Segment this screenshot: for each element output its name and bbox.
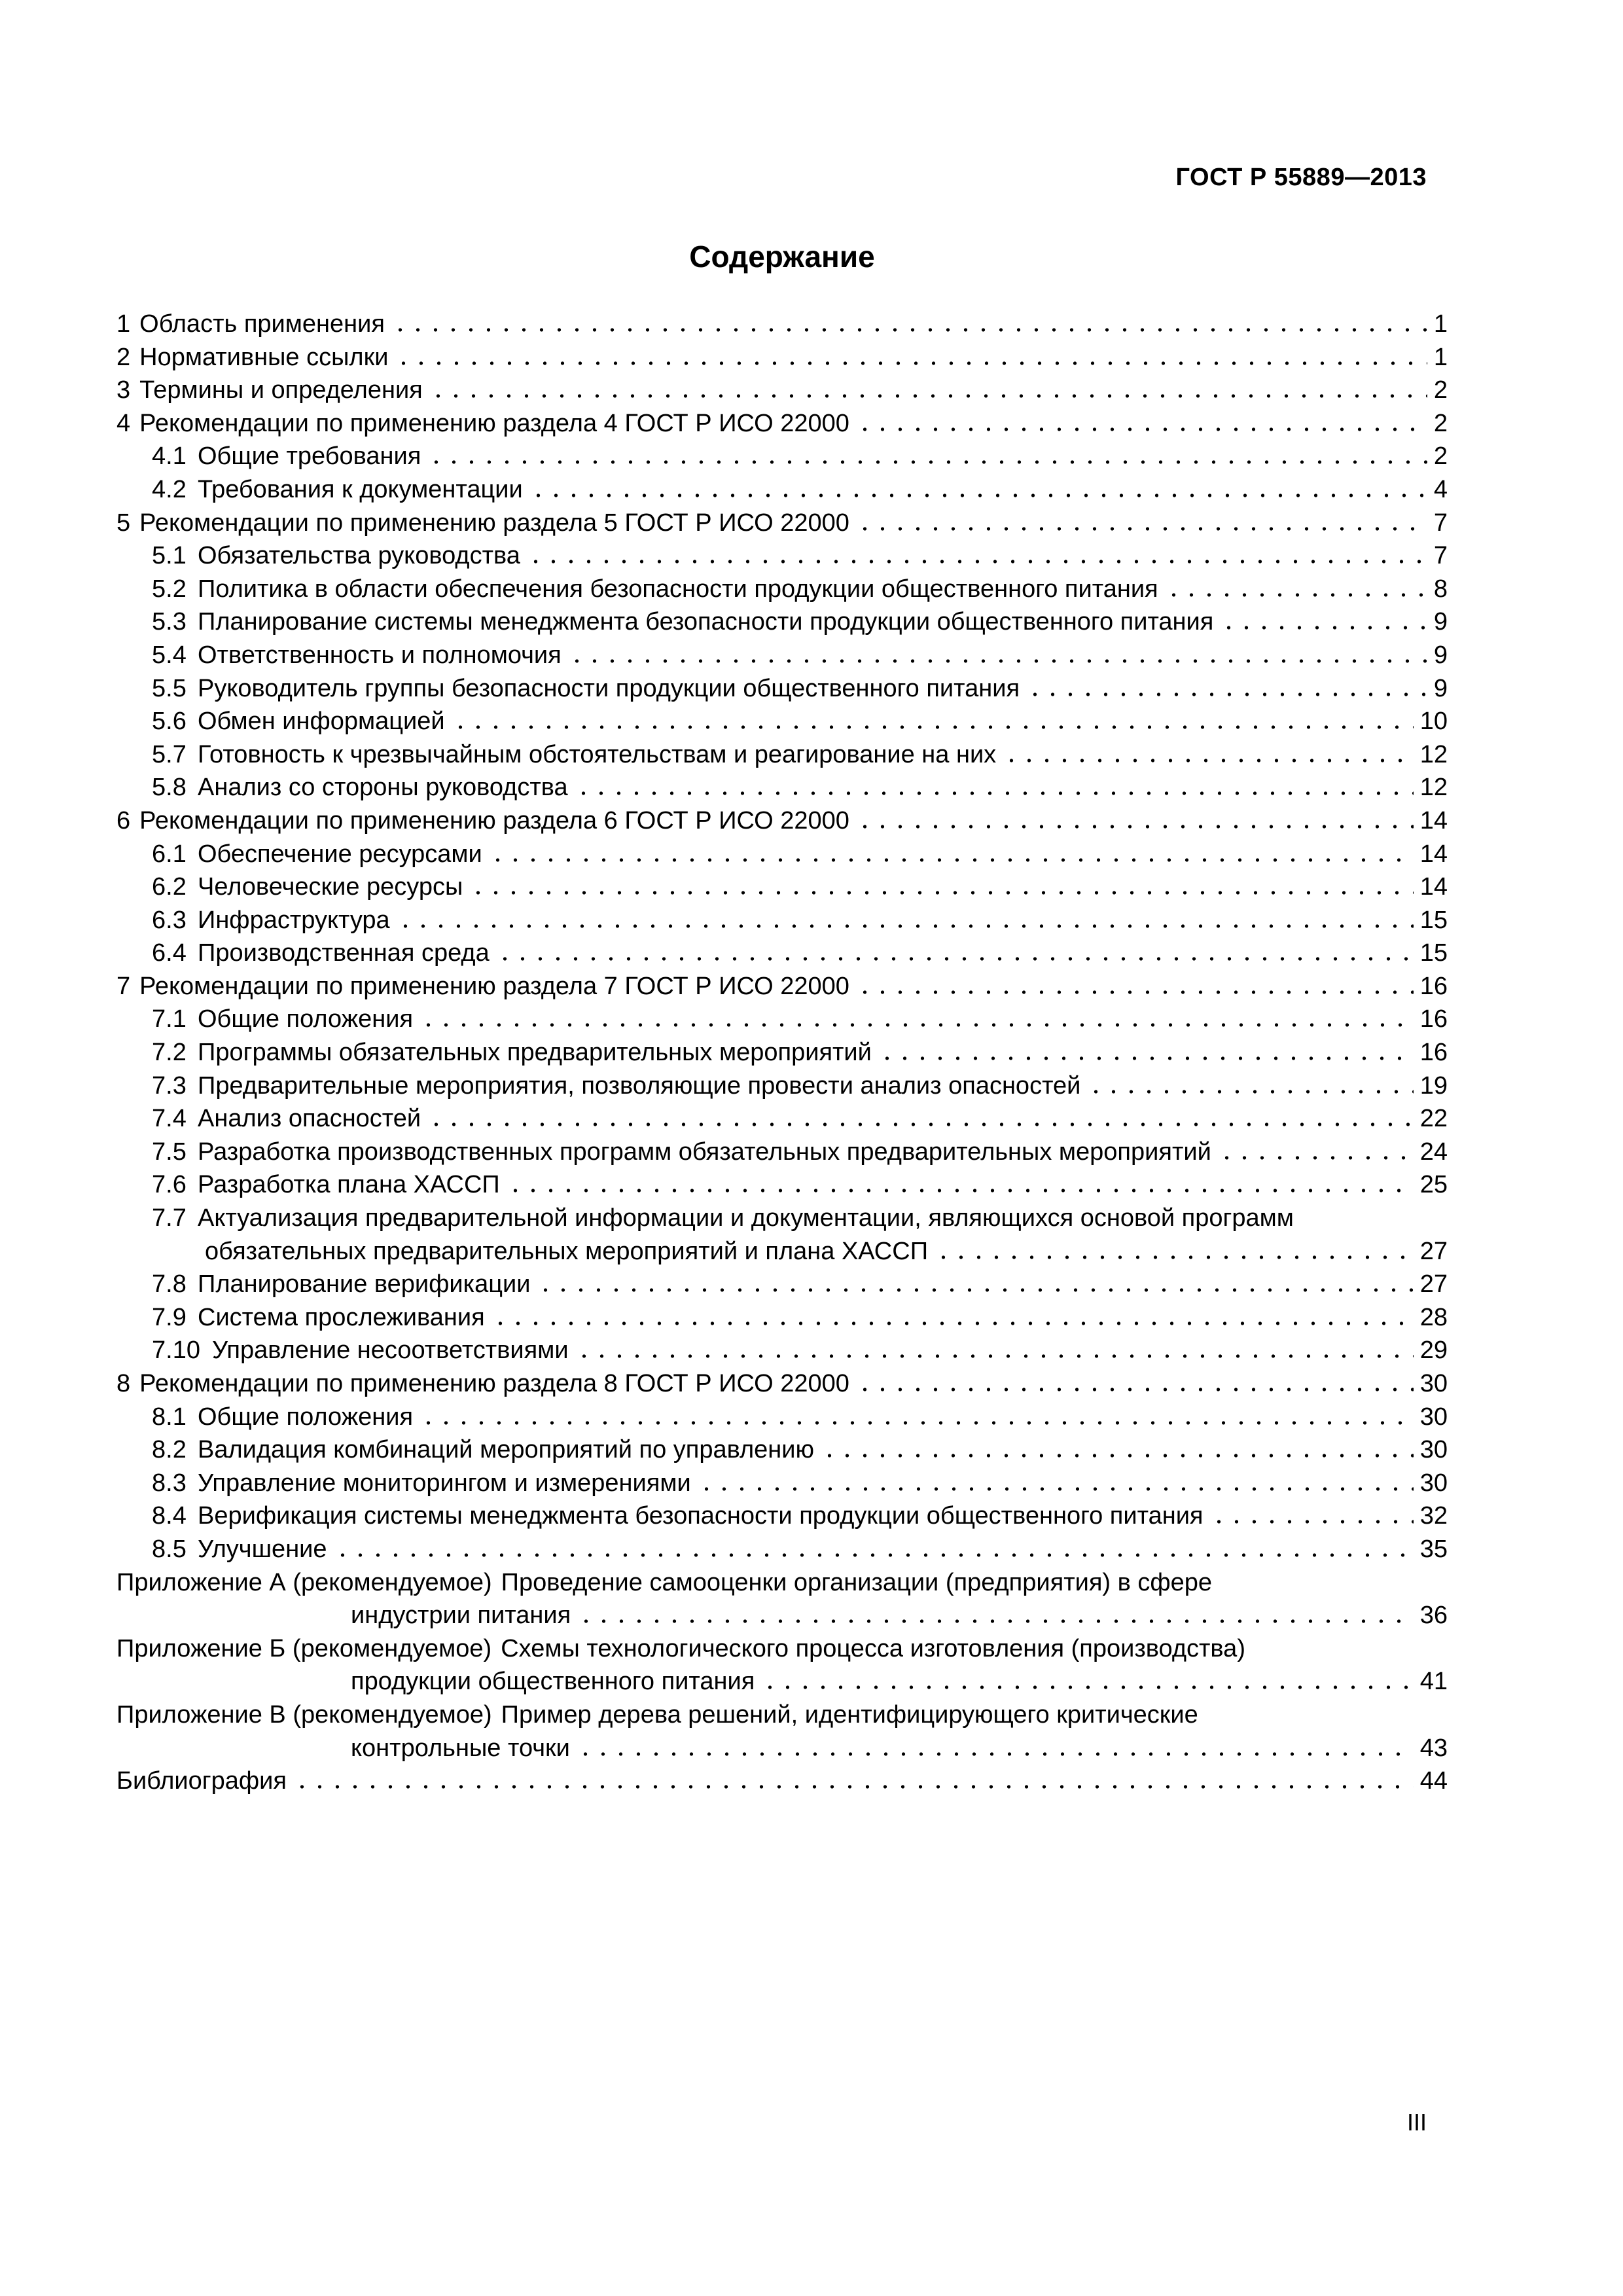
toc-entry-page: 44	[1419, 1767, 1448, 1795]
toc-entry-page: 2	[1433, 442, 1448, 471]
toc-entry-title-continuation: обязательных предварительных мероприятий и плана ХАССП	[205, 1237, 929, 1265]
appendix-title: Проведение самооценки организации (предприятия) в сфере	[501, 1568, 1213, 1596]
toc-entry-number: 5.7	[152, 740, 187, 768]
toc-entry-title: Планирование системы менеджмента безопасности продукции общественного питания	[198, 608, 1214, 636]
toc-entry-title: Рекомендации по применению раздела 8 ГОСТ Р ИСО 22000	[139, 1370, 849, 1397]
toc-entry-title: Улучшение	[198, 1535, 327, 1563]
leader-dots	[419, 1023, 1414, 1027]
toc-entry-title: Обеспечение ресурсами	[198, 840, 482, 868]
toc-subentry[interactable]	[116, 1003, 1448, 1036]
toc-entry-title: Производственная среда	[198, 939, 490, 967]
toc-entry-page: 24	[1419, 1138, 1448, 1166]
toc-subentry[interactable]	[116, 639, 1448, 672]
toc-entry-title: Рекомендации по применению раздела 6 ГОСТ Р ИСО 22000	[139, 806, 849, 834]
toc-subentry[interactable]	[116, 937, 1448, 970]
toc-entry-page: 43	[1419, 1734, 1448, 1762]
toc-entry-page: 8	[1433, 575, 1448, 603]
document-code: ГОСТ Р 55889—2013	[1175, 164, 1427, 191]
toc-subentry[interactable]	[116, 705, 1448, 738]
toc-entry-title: Ответственность и полномочия	[198, 641, 562, 669]
toc-entry-number: 5.5	[152, 674, 187, 702]
leader-dots	[1087, 1090, 1413, 1094]
toc-subentry[interactable]	[116, 473, 1448, 507]
toc-entry-title: Рекомендации по применению раздела 5 ГОСТ Р ИСО 22000	[139, 509, 849, 537]
toc-subentry[interactable]	[116, 771, 1448, 804]
toc-entry-title: Нормативные ссылки	[139, 343, 389, 371]
toc-entry-number: 8.2	[152, 1436, 187, 1464]
leader-dots	[469, 891, 1413, 895]
toc-entry-title: Анализ опасностей	[198, 1105, 421, 1133]
toc-entry[interactable]	[116, 374, 1448, 407]
appendix-title: Пример дерева решений, идентифицирующего критические	[501, 1700, 1198, 1729]
toc-entry-page: 30	[1419, 1469, 1448, 1497]
table-of-contents	[116, 308, 1448, 1798]
leader-dots	[427, 1122, 1414, 1126]
toc-bibliography[interactable]	[116, 1765, 1448, 1798]
toc-subentry[interactable]	[116, 1334, 1448, 1367]
toc-entry-page: 2	[1433, 409, 1448, 437]
toc-subentry[interactable]	[116, 1467, 1448, 1500]
toc-entry-title: Планирование верификации	[198, 1270, 531, 1299]
leader-dots	[856, 825, 1414, 829]
leader-dots	[527, 560, 1427, 564]
toc-entry-page: 1	[1433, 310, 1448, 338]
page-number: III	[1406, 2109, 1427, 2136]
leader-dots	[1026, 692, 1427, 696]
toc-entry-title: Валидация комбинаций мероприятий по управлению	[198, 1436, 814, 1464]
toc-entry-number: 6.1	[152, 840, 187, 868]
leader-dots	[419, 1421, 1414, 1425]
toc-entry-title: Термины и определения	[139, 376, 423, 404]
toc-entry-title: Обмен информацией	[198, 708, 445, 736]
toc-entry-number: 6.4	[152, 939, 187, 967]
toc-entry-number: 1	[116, 310, 131, 338]
toc-entry-number: 5.8	[152, 774, 187, 802]
toc-appendix[interactable]	[116, 1632, 1448, 1666]
appendix-title: Схемы технологического процесса изготовления (производства)	[501, 1634, 1245, 1662]
toc-entry-number: 4.2	[152, 475, 187, 503]
leader-dots	[1210, 1520, 1414, 1524]
toc-appendix-continuation[interactable]	[116, 1665, 1448, 1698]
toc-entry-page: 16	[1419, 1039, 1448, 1067]
toc-entry-number: 7	[116, 972, 131, 1000]
toc-entry-page: 4	[1433, 475, 1448, 503]
toc-subentry[interactable]	[116, 1433, 1448, 1467]
toc-entry-title: Анализ со стороны руководства	[198, 774, 568, 802]
toc-entry-page: 27	[1419, 1237, 1448, 1265]
toc-entry-page: 14	[1419, 806, 1448, 834]
toc-entry-page: 15	[1419, 906, 1448, 934]
leader-dots	[878, 1056, 1414, 1060]
toc-entry-title: Готовность к чрезвычайным обстоятельствам и реагирование на них	[198, 740, 997, 768]
toc-entry-page: 12	[1419, 740, 1448, 768]
toc-entry-title: Область применения	[139, 310, 385, 338]
toc-subentry[interactable]	[116, 440, 1448, 473]
toc-subentry[interactable]	[116, 605, 1448, 639]
leader-dots	[577, 1752, 1414, 1756]
toc-entry-page: 30	[1419, 1403, 1448, 1431]
leader-dots	[496, 957, 1414, 961]
toc-entry-page: 30	[1419, 1436, 1448, 1464]
toc-entry-number: 7.7	[152, 1204, 187, 1232]
toc-entry-number: 5.2	[152, 575, 187, 603]
leader-dots	[821, 1454, 1414, 1458]
toc-entry-number: 5.4	[152, 641, 187, 669]
toc-entry-title: Система прослеживания	[198, 1303, 485, 1331]
leader-dots	[856, 427, 1427, 431]
toc-entry-number: 4	[116, 409, 131, 437]
toc-entry-title: Требования к документации	[198, 475, 523, 503]
toc-entry-number: 7.4	[152, 1105, 187, 1133]
toc-entry[interactable]	[116, 1367, 1448, 1401]
toc-entry-number: 7.9	[152, 1303, 187, 1331]
leader-dots	[429, 394, 1427, 398]
leader-dots	[391, 328, 1427, 332]
leader-dots	[397, 924, 1414, 928]
toc-entry-number: 7.5	[152, 1138, 187, 1166]
toc-entry-page: 10	[1419, 708, 1448, 736]
toc-entry-number: 7.6	[152, 1171, 187, 1199]
toc-entry-number: 8	[116, 1370, 131, 1397]
leader-dots	[1218, 1156, 1414, 1160]
toc-entry-page: 32	[1419, 1502, 1448, 1530]
toc-entry-title: Общие требования	[198, 442, 421, 471]
toc-entry-number: 6	[116, 806, 131, 834]
toc-entry-number: 7.10	[152, 1336, 200, 1365]
toc-entry-title: Управление мониторингом и измерениями	[198, 1469, 691, 1497]
leader-dots	[334, 1553, 1414, 1557]
leader-dots	[1220, 626, 1427, 630]
toc-entry-page: 25	[1419, 1171, 1448, 1199]
toc-subentry[interactable]	[116, 1069, 1448, 1103]
leader-dots	[1165, 593, 1427, 597]
toc-entry-page: 12	[1419, 774, 1448, 802]
toc-entry-number: 5.6	[152, 708, 187, 736]
leader-dots	[935, 1255, 1414, 1259]
toc-entry-page: 16	[1419, 972, 1448, 1000]
appendix-title-continuation: индустрии питания	[351, 1602, 571, 1630]
toc-entry-title: Управление несоответствиями	[212, 1336, 569, 1365]
leader-dots	[293, 1785, 1414, 1789]
toc-entry-page: 1	[1433, 343, 1448, 371]
toc-entry[interactable]	[116, 970, 1448, 1003]
toc-entry-title: Разработка производственных программ обязательных предварительных мероприятий	[198, 1138, 1211, 1166]
toc-appendix-continuation[interactable]	[116, 1599, 1448, 1632]
appendix-title-continuation: контрольные точки	[351, 1734, 570, 1762]
toc-appendix-continuation[interactable]	[116, 1732, 1448, 1765]
toc-entry-number: 3	[116, 376, 131, 404]
toc-entry-title: Политика в области обеспечения безопасности продукции общественного питания	[198, 575, 1158, 603]
toc-subentry[interactable]	[116, 1168, 1448, 1202]
toc-entry-page: 2	[1433, 376, 1448, 404]
leader-dots	[856, 990, 1414, 994]
leader-dots	[529, 493, 1427, 497]
toc-entry-page: 22	[1419, 1105, 1448, 1133]
toc-subentry[interactable]	[116, 573, 1448, 606]
toc-entry-title: Общие положения	[198, 1005, 414, 1033]
toc-entry-page: 7	[1433, 542, 1448, 570]
toc-entry-number: 6.2	[152, 873, 187, 901]
leader-dots	[1003, 759, 1414, 762]
toc-entry[interactable]	[116, 804, 1448, 838]
toc-subentry[interactable]	[116, 838, 1448, 871]
leader-dots	[856, 527, 1427, 531]
toc-entry-title: Актуализация предварительной информации и документации, являющихся основой программ	[198, 1204, 1294, 1232]
toc-entry-number: 8.1	[152, 1403, 187, 1431]
toc-entry[interactable]	[116, 507, 1448, 540]
leader-dots	[491, 1321, 1414, 1325]
toc-entry-number: 5.3	[152, 608, 187, 636]
toc-subentry[interactable]	[116, 1499, 1448, 1533]
toc-appendix[interactable]	[116, 1566, 1448, 1600]
leader-dots	[489, 858, 1414, 862]
leader-dots	[395, 361, 1427, 365]
toc-subentry[interactable]	[116, 870, 1448, 904]
toc-entry-number: 8.5	[152, 1535, 187, 1563]
toc-entry-title: Обязательства руководства	[198, 542, 520, 570]
toc-entry-number: 5.1	[152, 542, 187, 570]
toc-subentry[interactable]	[116, 1102, 1448, 1136]
leader-dots	[507, 1189, 1414, 1193]
leader-dots	[856, 1388, 1414, 1391]
leader-dots	[575, 791, 1414, 795]
toc-entry-page: 36	[1419, 1602, 1448, 1630]
leader-dots	[761, 1685, 1413, 1689]
toc-entry-number: 5	[116, 509, 131, 537]
appendix-label: Приложение В (рекомендуемое)	[116, 1700, 492, 1729]
toc-entry[interactable]	[116, 407, 1448, 440]
toc-title: Содержание	[689, 240, 875, 274]
toc-entry-page: 35	[1419, 1535, 1448, 1563]
toc-subentry[interactable]	[116, 1401, 1448, 1434]
toc-entry-title: Разработка плана ХАССП	[198, 1171, 500, 1199]
leader-dots	[575, 1354, 1414, 1358]
toc-appendix[interactable]	[116, 1698, 1448, 1732]
toc-entry-page: 9	[1433, 608, 1448, 636]
leader-dots	[698, 1487, 1414, 1491]
toc-entry-title: Рекомендации по применению раздела 7 ГОСТ Р ИСО 22000	[139, 972, 849, 1000]
leader-dots	[427, 460, 1427, 464]
toc-entry-number: 7.2	[152, 1039, 187, 1067]
toc-entry-title: Общие положения	[198, 1403, 414, 1431]
toc-entry-title: Предварительные мероприятия, позволяющие провести анализ опасностей	[198, 1071, 1081, 1100]
toc-entry-page: 30	[1419, 1370, 1448, 1397]
toc-subentry[interactable]	[116, 1036, 1448, 1069]
toc-subentry[interactable]	[116, 738, 1448, 772]
leader-dots	[577, 1619, 1414, 1623]
toc-entry-number: 2	[116, 343, 131, 371]
toc-entry-page: 41	[1419, 1668, 1448, 1696]
toc-entry-number: 4.1	[152, 442, 187, 471]
toc-entry-page: 14	[1419, 873, 1448, 901]
toc-subentry[interactable]	[116, 1533, 1448, 1566]
toc-entry-title: Человеческие ресурсы	[198, 873, 463, 901]
leader-dots	[452, 725, 1414, 729]
toc-entry-number: 8.4	[152, 1502, 187, 1530]
toc-entry-page: 16	[1419, 1005, 1448, 1033]
toc-entry-page: 19	[1419, 1071, 1448, 1100]
toc-entry-title: Программы обязательных предварительных мероприятий	[198, 1039, 872, 1067]
toc-entry-page: 27	[1419, 1270, 1448, 1299]
leader-dots	[537, 1288, 1413, 1292]
toc-entry-page: 14	[1419, 840, 1448, 868]
toc-subentry[interactable]	[116, 539, 1448, 573]
leader-dots	[568, 659, 1427, 663]
toc-entry[interactable]	[116, 341, 1448, 374]
toc-entry-page: 9	[1433, 674, 1448, 702]
appendix-label: Приложение Б (рекомендуемое)	[116, 1634, 492, 1662]
toc-entry[interactable]	[116, 308, 1448, 341]
toc-subentry[interactable]	[116, 1301, 1448, 1335]
toc-subentry[interactable]	[116, 1202, 1448, 1235]
toc-entry-page: 28	[1419, 1303, 1448, 1331]
bibliography-title: Библиография	[116, 1767, 287, 1795]
toc-entry-number: 8.3	[152, 1469, 187, 1497]
toc-entry-number: 7.8	[152, 1270, 187, 1299]
toc-subentry[interactable]	[116, 1268, 1448, 1301]
toc-entry-number: 7.3	[152, 1071, 187, 1100]
toc-entry-page: 29	[1419, 1336, 1448, 1365]
toc-subentry[interactable]	[116, 1136, 1448, 1169]
toc-subentry-continuation[interactable]	[116, 1235, 1448, 1268]
toc-entry-number: 7.1	[152, 1005, 187, 1033]
toc-entry-page: 9	[1433, 641, 1448, 669]
toc-entry-title: Инфраструктура	[198, 906, 390, 934]
appendix-title-continuation: продукции общественного питания	[351, 1668, 755, 1696]
toc-entry-page: 7	[1433, 509, 1448, 537]
toc-entry-title: Руководитель группы безопасности продукции общественного питания	[198, 674, 1020, 702]
toc-entry-number: 6.3	[152, 906, 187, 934]
toc-entry-page: 15	[1419, 939, 1448, 967]
toc-entry-title: Верификация системы менеджмента безопасности продукции общественного питания	[198, 1502, 1204, 1530]
toc-entry-title: Рекомендации по применению раздела 4 ГОСТ Р ИСО 22000	[139, 409, 849, 437]
toc-subentry[interactable]	[116, 904, 1448, 937]
toc-subentry[interactable]	[116, 672, 1448, 706]
appendix-label: Приложение А (рекомендуемое)	[116, 1568, 492, 1596]
